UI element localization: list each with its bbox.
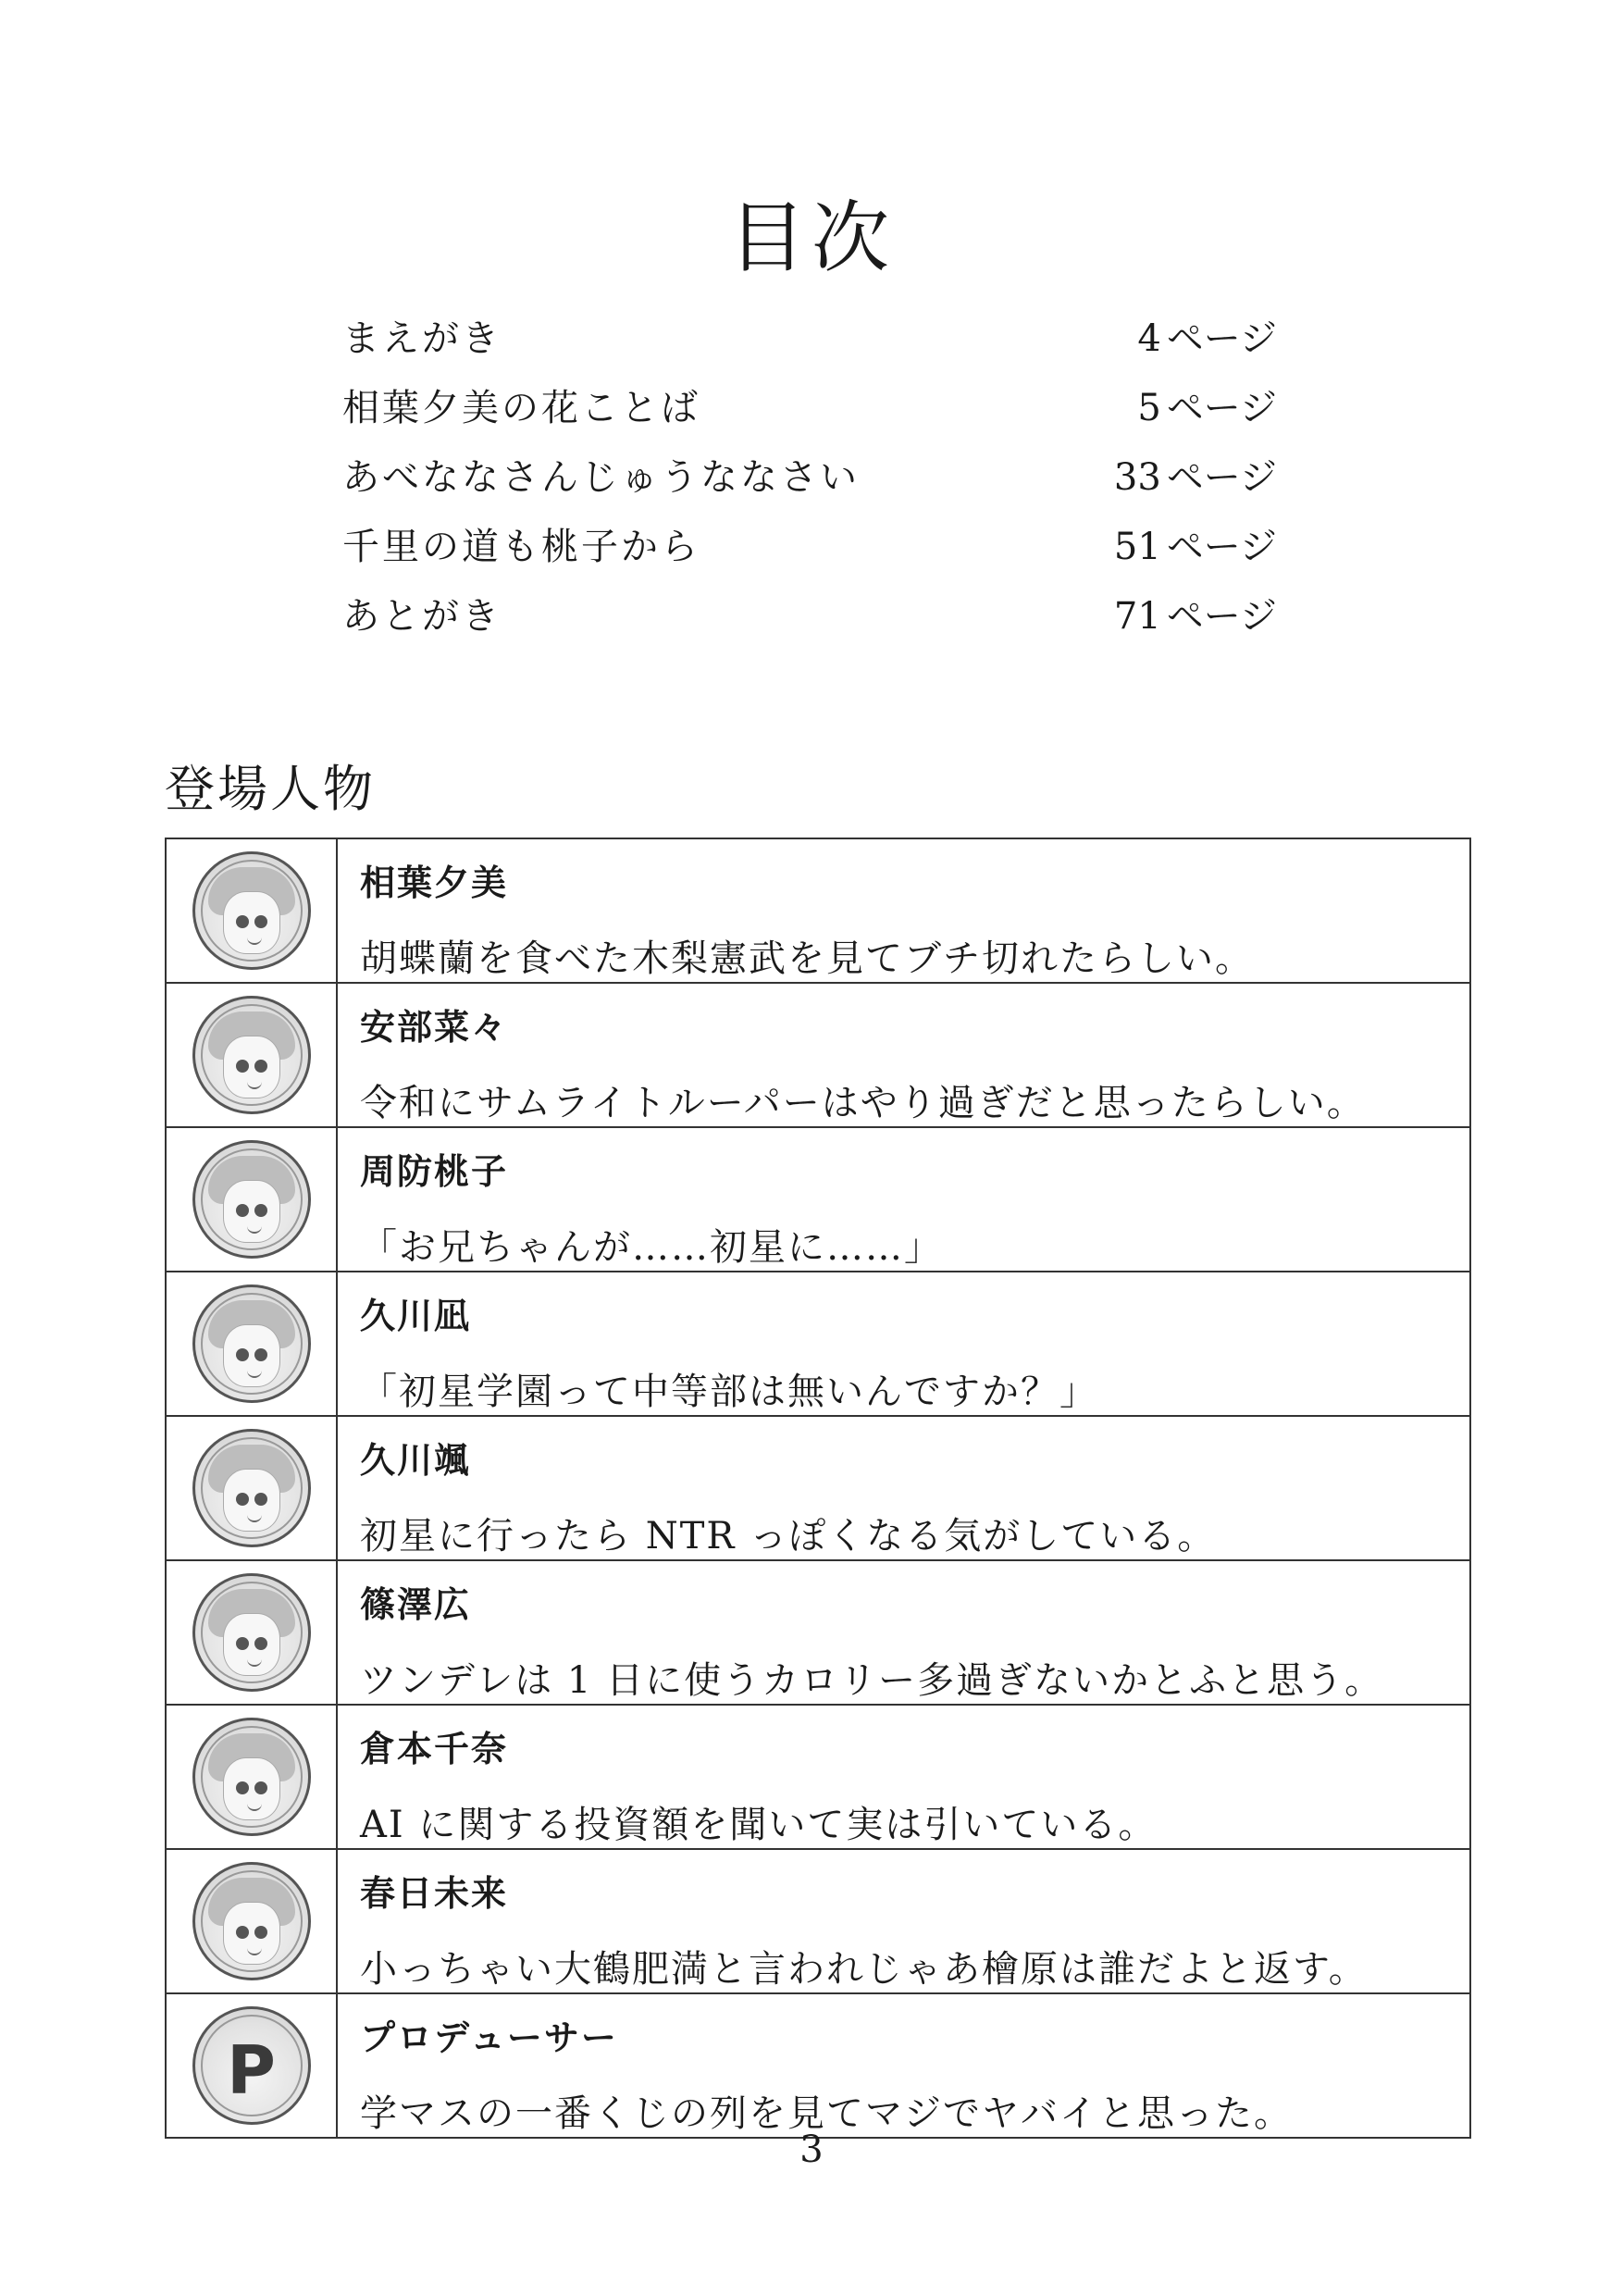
avatar-cell: [166, 983, 337, 1127]
portrait-icon: [192, 1573, 311, 1692]
character-name: 春日未来: [360, 1872, 509, 1914]
character-description: 初星に行ったら NTR っぽくなる気がしている。: [360, 1515, 1217, 1558]
portrait-icon: [192, 1718, 311, 1836]
characters-table: [165, 838, 1471, 2139]
character-description: 「お兄ちゃんが……初星に……」: [360, 1226, 943, 1269]
character-name: 久川颯: [360, 1439, 472, 1481]
toc-entry: [342, 578, 1277, 648]
character-row: [166, 1560, 1470, 1705]
character-info: [337, 1127, 1470, 1272]
character-name: プロデューサー: [360, 2017, 618, 2058]
toc-entry-title: 相葉夕美の花ことば: [342, 387, 700, 429]
portrait-icon: [192, 1862, 311, 1980]
toc-page-number: 4: [1137, 317, 1161, 360]
toc-page-unit: ページ: [1166, 387, 1277, 429]
portrait-icon: [192, 851, 311, 970]
character-info: [337, 1849, 1470, 1993]
toc-entry-page: [1137, 379, 1277, 431]
character-description: AI に関する投資額を聞いて実は引いている。: [360, 1804, 1158, 1846]
producer-p-icon: [192, 2006, 311, 2125]
toc-page-number: 71: [1113, 595, 1161, 638]
character-row: [166, 1705, 1470, 1849]
toc-entry-page: [1137, 309, 1277, 362]
character-name: 周防桃子: [360, 1150, 509, 1192]
portrait-icon: [192, 1285, 311, 1403]
character-name: 相葉夕美: [360, 862, 509, 903]
table-of-contents: [342, 301, 1277, 648]
toc-entry-page: [1114, 517, 1277, 570]
character-info: [337, 1705, 1470, 1849]
toc-page-number: 33: [1113, 456, 1161, 499]
character-info: [337, 1560, 1470, 1705]
toc-entry-title: あべななさんじゅうななさい: [342, 456, 860, 499]
character-name: 倉本千奈: [360, 1728, 509, 1769]
character-name: 久川凪: [360, 1295, 472, 1336]
portrait-icon: [192, 996, 311, 1114]
character-row: [166, 1993, 1470, 2138]
toc-entry: [342, 301, 1277, 370]
character-description: 小っちゃい大鶴肥満と言われじゃあ檜原は誰だよと返す。: [360, 1948, 1368, 1991]
character-info: [337, 983, 1470, 1127]
toc-entry: [342, 509, 1277, 578]
character-description: 「初星学園って中等部は無いんですか？」: [360, 1371, 1098, 1413]
avatar-cell: [166, 1127, 337, 1272]
character-row: [166, 1127, 1470, 1272]
toc-entry-title: まえがき: [342, 317, 502, 360]
toc-page-number: 5: [1137, 387, 1161, 429]
character-info: [337, 1272, 1470, 1416]
avatar-cell: [166, 1705, 337, 1849]
toc-entry-page: [1114, 587, 1277, 639]
toc-page-number: 51: [1113, 526, 1161, 568]
character-info: [337, 1993, 1470, 2138]
character-row: [166, 1272, 1470, 1416]
toc-entry-title: 千里の道も桃子から: [342, 526, 700, 568]
page-title: 目次: [727, 192, 895, 283]
toc-page-unit: ページ: [1166, 456, 1277, 499]
character-name: 安部菜々: [360, 1006, 509, 1048]
toc-page-unit: ページ: [1166, 526, 1277, 568]
toc-entry-title: あとがき: [342, 595, 502, 638]
character-description: 令和にサムライトルーパーはやり過ぎだと思ったらしい。: [360, 1082, 1366, 1124]
character-description: ツンデレは 1 日に使うカロリー多過ぎないかとふと思う。: [360, 1659, 1384, 1702]
character-name: 篠澤広: [360, 1583, 472, 1625]
toc-page-unit: ページ: [1166, 595, 1277, 638]
avatar-cell: [166, 1560, 337, 1705]
portrait-icon: [192, 1140, 311, 1259]
toc-entry-page: [1114, 448, 1277, 501]
characters-heading: 登場人物: [165, 760, 376, 818]
toc-page-unit: ページ: [1166, 317, 1277, 360]
avatar-cell: [166, 1416, 337, 1560]
character-description: 学マスの一番くじの列を見てマジでヤバイと思った。: [360, 2092, 1293, 2135]
character-info: [337, 838, 1470, 983]
toc-entry: [342, 370, 1277, 440]
character-info: [337, 1416, 1470, 1560]
toc-entry: [342, 440, 1277, 509]
character-description: 胡蝶蘭を食べた木梨憲武を見てブチ切れたらしい。: [360, 937, 1254, 980]
avatar-cell: [166, 1993, 337, 2138]
character-row: [166, 838, 1470, 983]
portrait-icon: [192, 1429, 311, 1547]
avatar-cell: [166, 838, 337, 983]
producer-letter: P: [227, 2031, 276, 2109]
page-number: 3: [799, 2128, 824, 2171]
character-row: [166, 983, 1470, 1127]
avatar-cell: [166, 1272, 337, 1416]
character-row: [166, 1416, 1470, 1560]
character-row: [166, 1849, 1470, 1993]
avatar-cell: [166, 1849, 337, 1993]
